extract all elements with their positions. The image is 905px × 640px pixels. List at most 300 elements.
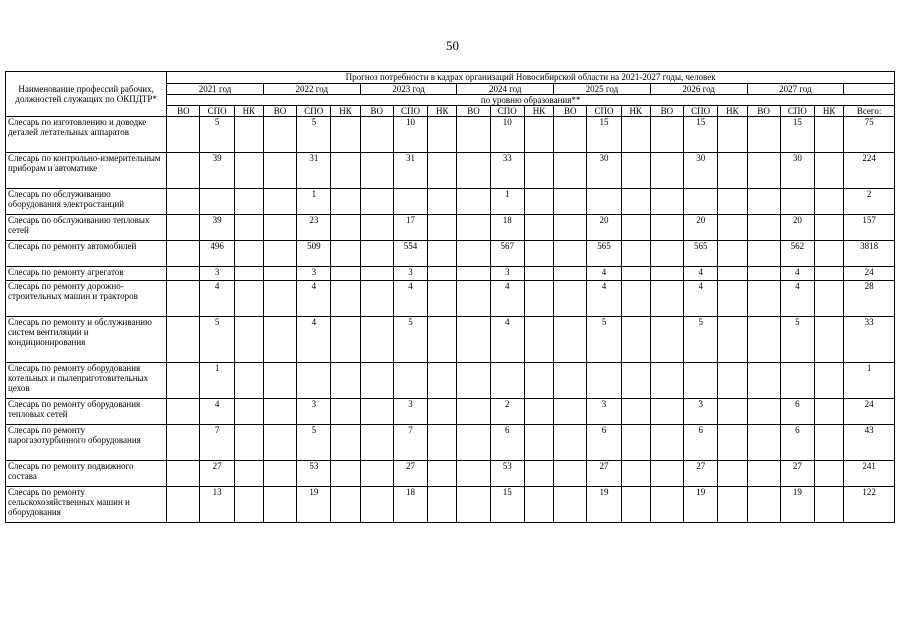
row-total: 33 [844, 317, 895, 363]
vo-cell [263, 461, 296, 487]
spo-cell [200, 189, 234, 215]
spo-cell: 1 [490, 189, 524, 215]
row-total: 1 [844, 363, 895, 399]
nk-cell [428, 281, 457, 317]
vo-cell [457, 153, 490, 189]
table-row [6, 461, 895, 487]
spo-cell: 5 [200, 317, 234, 363]
vo-cell [457, 461, 490, 487]
spo-cell: 2 [490, 399, 524, 425]
nk-cell [331, 281, 360, 317]
nk-cell [234, 399, 263, 425]
nk-cell [331, 189, 360, 215]
forecast-header: Прогноз потребности в кадрах организаций Новосибирской области на 2021-2027 годы, человек [167, 72, 895, 84]
nk-cell [621, 487, 650, 523]
spo-cell: 4 [780, 281, 814, 317]
nk-cell [524, 267, 553, 281]
total-header: Всего: [844, 106, 895, 117]
nk-cell [331, 267, 360, 281]
nk-cell [331, 363, 360, 399]
spo-cell [490, 363, 524, 399]
nk-cell [718, 117, 747, 153]
vo-cell [650, 215, 683, 241]
spo-cell: 567 [490, 241, 524, 267]
vo-cell [747, 241, 780, 267]
vo-cell [167, 215, 200, 241]
vo-cell [167, 317, 200, 363]
education-level-header: по уровню образования** [167, 95, 895, 106]
nk-cell [234, 363, 263, 399]
vo-cell [360, 153, 393, 189]
spo-cell: 20 [587, 215, 621, 241]
vo-cell [554, 317, 587, 363]
vo-cell [747, 117, 780, 153]
vo-cell [747, 153, 780, 189]
row-total: 24 [844, 267, 895, 281]
nk-cell [234, 117, 263, 153]
spo-cell: 19 [780, 487, 814, 523]
nk-cell [524, 281, 553, 317]
spo-cell: 15 [490, 487, 524, 523]
spo-cell: 5 [393, 317, 427, 363]
table-row [6, 425, 895, 461]
nk-cell [621, 363, 650, 399]
nk-cell [621, 153, 650, 189]
spo-cell: 20 [780, 215, 814, 241]
nk-cell [718, 153, 747, 189]
spo-cell: 10 [393, 117, 427, 153]
spo-cell: 6 [780, 399, 814, 425]
year-header: 2026 год [650, 84, 747, 95]
level-header: ВО [747, 106, 780, 117]
nk-cell [331, 461, 360, 487]
vo-cell [360, 189, 393, 215]
nk-cell [524, 117, 553, 153]
spo-cell: 3 [490, 267, 524, 281]
profession-name: Слесарь по ремонту оборудования котельных и пылеприготовительных цехов [6, 363, 167, 399]
nk-cell [815, 117, 844, 153]
spo-cell: 565 [684, 241, 718, 267]
nk-cell [234, 153, 263, 189]
spo-cell: 53 [297, 461, 331, 487]
vo-cell [747, 487, 780, 523]
nk-cell [234, 461, 263, 487]
vo-cell [360, 425, 393, 461]
spo-cell: 4 [587, 281, 621, 317]
row-total: 43 [844, 425, 895, 461]
vo-cell [650, 487, 683, 523]
table-row [6, 241, 895, 267]
vo-cell [263, 363, 296, 399]
spo-cell [587, 189, 621, 215]
nk-cell [428, 153, 457, 189]
spo-cell: 562 [780, 241, 814, 267]
vo-cell [360, 363, 393, 399]
nk-cell [428, 189, 457, 215]
profession-name: Слесарь по ремонту парогазотурбинного оборудования [6, 425, 167, 461]
nk-cell [331, 153, 360, 189]
spo-cell: 5 [780, 317, 814, 363]
nk-cell [524, 487, 553, 523]
spo-cell [393, 189, 427, 215]
nk-cell [428, 241, 457, 267]
spo-cell: 5 [587, 317, 621, 363]
nk-cell [331, 399, 360, 425]
spo-cell: 30 [780, 153, 814, 189]
spo-cell: 3 [393, 267, 427, 281]
profession-name: Слесарь по контрольно-измерительным приборам и автоматике [6, 153, 167, 189]
spo-cell [780, 189, 814, 215]
spo-cell: 27 [393, 461, 427, 487]
spo-cell: 15 [780, 117, 814, 153]
nk-cell [718, 363, 747, 399]
level-header: НК [331, 106, 360, 117]
spo-cell: 30 [684, 153, 718, 189]
level-header: ВО [650, 106, 683, 117]
nk-cell [524, 189, 553, 215]
row-total: 28 [844, 281, 895, 317]
level-header: СПО [684, 106, 718, 117]
spo-cell: 31 [297, 153, 331, 189]
vo-cell [360, 215, 393, 241]
spo-cell: 4 [684, 267, 718, 281]
nk-cell [718, 487, 747, 523]
vo-cell [263, 399, 296, 425]
vo-cell [360, 487, 393, 523]
vo-cell [167, 189, 200, 215]
nk-cell [621, 117, 650, 153]
nk-cell [428, 399, 457, 425]
vo-cell [263, 117, 296, 153]
vo-cell [167, 153, 200, 189]
nk-cell [331, 215, 360, 241]
vo-cell [747, 399, 780, 425]
spo-cell: 53 [490, 461, 524, 487]
profession-name: Слесарь по изготовлению и доводке деталей летательных аппаратов [6, 117, 167, 153]
spo-cell: 27 [684, 461, 718, 487]
nk-cell [428, 363, 457, 399]
profession-name: Слесарь по обслуживанию оборудования электростанций [6, 189, 167, 215]
spo-cell: 6 [684, 425, 718, 461]
table-row [6, 399, 895, 425]
nk-cell [815, 189, 844, 215]
level-header: СПО [490, 106, 524, 117]
vo-cell [167, 425, 200, 461]
profession-name: Слесарь по обслуживанию тепловых сетей [6, 215, 167, 241]
nk-cell [234, 425, 263, 461]
row-total: 241 [844, 461, 895, 487]
nk-cell [815, 215, 844, 241]
vo-cell [457, 241, 490, 267]
vo-cell [457, 117, 490, 153]
vo-cell [747, 425, 780, 461]
spo-cell: 6 [587, 425, 621, 461]
nk-cell [621, 281, 650, 317]
vo-cell [360, 241, 393, 267]
vo-cell [457, 399, 490, 425]
row-total: 224 [844, 153, 895, 189]
spo-cell: 565 [587, 241, 621, 267]
spo-cell: 554 [393, 241, 427, 267]
level-header: ВО [360, 106, 393, 117]
spo-cell: 15 [684, 117, 718, 153]
level-header: НК [621, 106, 650, 117]
table-row [6, 189, 895, 215]
vo-cell [263, 241, 296, 267]
table-row [6, 363, 895, 399]
profession-name: Слесарь по ремонту дорожно-строительных машин и тракторов [6, 281, 167, 317]
nk-cell [331, 487, 360, 523]
nk-cell [815, 267, 844, 281]
row-total: 75 [844, 117, 895, 153]
vo-cell [554, 153, 587, 189]
spo-cell: 6 [780, 425, 814, 461]
spo-cell: 4 [780, 267, 814, 281]
table-row [6, 317, 895, 363]
row-total: 24 [844, 399, 895, 425]
vo-cell [360, 317, 393, 363]
profession-name: Слесарь по ремонту агрегатов [6, 267, 167, 281]
level-header: НК [718, 106, 747, 117]
spo-cell: 3 [297, 267, 331, 281]
vo-cell [360, 399, 393, 425]
nk-cell [718, 461, 747, 487]
nk-cell [234, 267, 263, 281]
spo-cell: 5 [297, 425, 331, 461]
spo-cell: 20 [684, 215, 718, 241]
nk-cell [524, 399, 553, 425]
level-header: НК [234, 106, 263, 117]
table-row [6, 215, 895, 241]
year-header: 2025 год [554, 84, 651, 95]
spo-cell: 17 [393, 215, 427, 241]
vo-cell [167, 363, 200, 399]
nk-cell [718, 281, 747, 317]
nk-cell [234, 189, 263, 215]
nk-cell [428, 267, 457, 281]
row-total: 122 [844, 487, 895, 523]
spo-cell: 18 [490, 215, 524, 241]
vo-cell [554, 241, 587, 267]
vo-cell [167, 117, 200, 153]
vo-cell [263, 215, 296, 241]
vo-cell [457, 487, 490, 523]
vo-cell [554, 281, 587, 317]
spo-cell [780, 363, 814, 399]
spo-cell: 5 [684, 317, 718, 363]
vo-cell [263, 189, 296, 215]
nk-cell [331, 425, 360, 461]
name-column-header: Наименование профессий рабочих, должностей служащих по ОКПДТР* [6, 72, 167, 117]
nk-cell [428, 487, 457, 523]
spo-cell: 7 [393, 425, 427, 461]
nk-cell [815, 425, 844, 461]
spo-cell: 5 [200, 117, 234, 153]
row-total: 2 [844, 189, 895, 215]
nk-cell [234, 281, 263, 317]
vo-cell [554, 487, 587, 523]
spo-cell: 1 [200, 363, 234, 399]
profession-name: Слесарь по ремонту и обслуживанию систем вентиляции и кондиционирования [6, 317, 167, 363]
spo-cell: 496 [200, 241, 234, 267]
vo-cell [167, 241, 200, 267]
vo-cell [360, 281, 393, 317]
spo-cell: 3 [297, 399, 331, 425]
year-header: 2027 год [747, 84, 844, 95]
spo-cell: 18 [393, 487, 427, 523]
nk-cell [718, 215, 747, 241]
vo-cell [747, 363, 780, 399]
spo-cell: 39 [200, 153, 234, 189]
level-header: ВО [554, 106, 587, 117]
nk-cell [815, 153, 844, 189]
nk-cell [621, 215, 650, 241]
nk-cell [718, 267, 747, 281]
vo-cell [747, 215, 780, 241]
spo-cell: 3 [587, 399, 621, 425]
vo-cell [650, 399, 683, 425]
profession-name: Слесарь по ремонту оборудования тепловых сетей [6, 399, 167, 425]
nk-cell [815, 461, 844, 487]
vo-cell [747, 267, 780, 281]
nk-cell [815, 487, 844, 523]
vo-cell [457, 281, 490, 317]
vo-cell [650, 461, 683, 487]
level-header: НК [428, 106, 457, 117]
spo-cell: 6 [490, 425, 524, 461]
nk-cell [331, 241, 360, 267]
vo-cell [650, 153, 683, 189]
row-total: 3818 [844, 241, 895, 267]
nk-cell [524, 153, 553, 189]
level-header: СПО [587, 106, 621, 117]
spo-cell [684, 189, 718, 215]
spo-cell: 4 [393, 281, 427, 317]
vo-cell [554, 363, 587, 399]
vo-cell [554, 189, 587, 215]
level-header: СПО [200, 106, 234, 117]
spo-cell: 4 [587, 267, 621, 281]
table-row [6, 487, 895, 523]
vo-cell [263, 153, 296, 189]
nk-cell [621, 241, 650, 267]
vo-cell [747, 461, 780, 487]
spo-cell: 5 [297, 117, 331, 153]
spo-cell: 4 [297, 317, 331, 363]
vo-cell [650, 281, 683, 317]
vo-cell [457, 267, 490, 281]
nk-cell [621, 267, 650, 281]
vo-cell [263, 317, 296, 363]
vo-cell [457, 425, 490, 461]
table-row [6, 267, 895, 281]
vo-cell [650, 317, 683, 363]
spo-cell: 4 [200, 281, 234, 317]
forecast-table [5, 71, 895, 523]
year-header: 2023 год [360, 84, 457, 95]
spo-cell [587, 363, 621, 399]
spo-cell: 23 [297, 215, 331, 241]
vo-cell [650, 241, 683, 267]
nk-cell [718, 317, 747, 363]
spo-cell [297, 363, 331, 399]
table-row [6, 281, 895, 317]
year-header: 2022 год [263, 84, 360, 95]
nk-cell [815, 399, 844, 425]
nk-cell [234, 317, 263, 363]
nk-cell [718, 189, 747, 215]
nk-cell [621, 189, 650, 215]
empty-header-cell [844, 84, 895, 95]
vo-cell [263, 487, 296, 523]
vo-cell [650, 425, 683, 461]
vo-cell [650, 363, 683, 399]
spo-cell: 13 [200, 487, 234, 523]
vo-cell [167, 461, 200, 487]
vo-cell [263, 267, 296, 281]
spo-cell: 27 [587, 461, 621, 487]
nk-cell [621, 317, 650, 363]
nk-cell [331, 317, 360, 363]
nk-cell [428, 215, 457, 241]
spo-cell: 15 [587, 117, 621, 153]
spo-cell: 39 [200, 215, 234, 241]
vo-cell [554, 425, 587, 461]
profession-name: Слесарь по ремонту автомобилей [6, 241, 167, 267]
nk-cell [718, 425, 747, 461]
spo-cell: 4 [200, 399, 234, 425]
nk-cell [718, 241, 747, 267]
nk-cell [621, 399, 650, 425]
vo-cell [360, 267, 393, 281]
nk-cell [428, 425, 457, 461]
vo-cell [263, 425, 296, 461]
vo-cell [167, 399, 200, 425]
spo-cell [684, 363, 718, 399]
vo-cell [360, 461, 393, 487]
nk-cell [234, 215, 263, 241]
spo-cell: 4 [297, 281, 331, 317]
nk-cell [428, 117, 457, 153]
page-number: 50 [446, 38, 459, 53]
vo-cell [167, 487, 200, 523]
vo-cell [457, 363, 490, 399]
spo-cell: 4 [684, 281, 718, 317]
vo-cell [457, 189, 490, 215]
year-header: 2024 год [457, 84, 554, 95]
vo-cell [650, 117, 683, 153]
nk-cell [331, 117, 360, 153]
spo-cell: 19 [684, 487, 718, 523]
vo-cell [167, 267, 200, 281]
level-header: СПО [780, 106, 814, 117]
vo-cell [650, 189, 683, 215]
nk-cell [718, 399, 747, 425]
vo-cell [457, 317, 490, 363]
vo-cell [554, 461, 587, 487]
level-header: НК [815, 106, 844, 117]
spo-cell: 4 [490, 281, 524, 317]
level-header: СПО [393, 106, 427, 117]
vo-cell [360, 117, 393, 153]
row-total: 157 [844, 215, 895, 241]
level-header: ВО [263, 106, 296, 117]
table-row [6, 117, 895, 153]
vo-cell [747, 317, 780, 363]
nk-cell [524, 215, 553, 241]
nk-cell [524, 317, 553, 363]
spo-cell: 19 [587, 487, 621, 523]
